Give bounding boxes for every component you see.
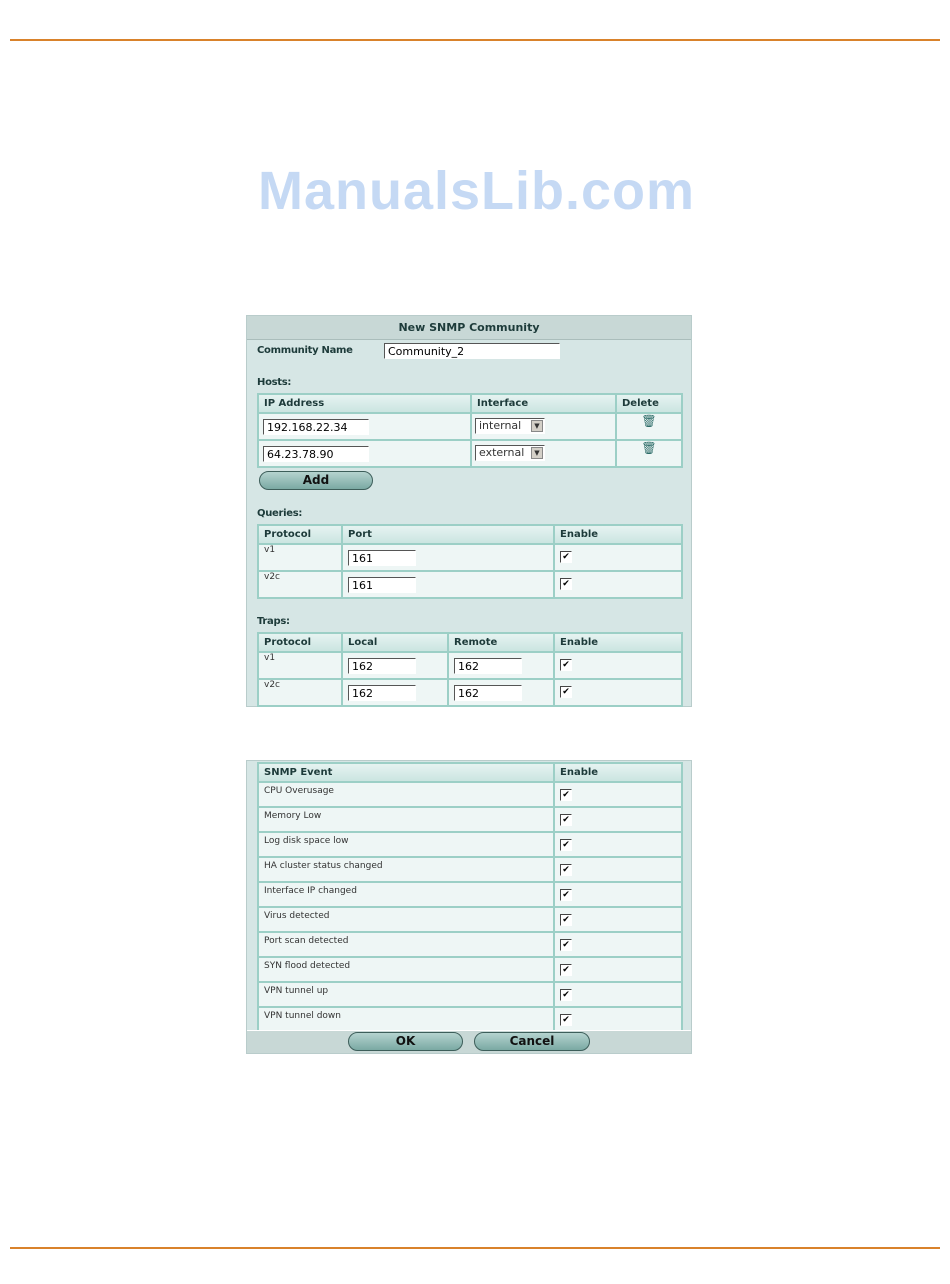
interface-select[interactable] [475,445,545,461]
col-enable: Enable [554,633,682,652]
snmp-events-panel [246,760,692,1054]
port-input[interactable] [348,550,416,566]
local-port-input[interactable] [348,685,416,701]
queries-table [257,524,683,599]
event-row [258,1007,682,1032]
event-row [258,907,682,932]
add-host-button[interactable]: Add [259,471,373,490]
cancel-button[interactable]: Cancel [474,1032,590,1051]
col-port: Port [342,525,554,544]
event-name: Port scan detected [258,932,554,957]
enable-checkbox[interactable]: ✔ [560,578,572,590]
interface-value: internal [479,419,522,432]
col-protocol: Protocol [258,525,342,544]
community-name-label: Community Name [257,345,353,356]
interface-select[interactable] [475,418,545,434]
queries-label: Queries: [257,508,303,519]
event-name: Interface IP changed [258,882,554,907]
col-remote: Remote [448,633,554,652]
enable-checkbox[interactable]: ✔ [560,659,572,671]
protocol: v1 [258,544,342,571]
hosts-label: Hosts: [257,377,292,388]
trap-row [258,679,682,706]
col-local: Local [342,633,448,652]
col-protocol: Protocol [258,633,342,652]
event-row [258,932,682,957]
event-name: HA cluster status changed [258,857,554,882]
local-port-input[interactable] [348,658,416,674]
col-interface: Interface [471,394,616,413]
top-rule [10,39,940,41]
query-row [258,544,682,571]
ok-button[interactable]: OK [348,1032,463,1051]
event-name: Virus detected [258,907,554,932]
col-snmp-event: SNMP Event [258,763,554,782]
event-row [258,882,682,907]
dialog-title: New SNMP Community [247,316,691,340]
host-row [258,413,682,440]
enable-checkbox[interactable]: ✔ [560,889,572,901]
event-row [258,832,682,857]
bottom-rule [10,1247,940,1249]
chevron-down-icon: ▼ [531,420,543,432]
interface-value: external [479,446,525,459]
host-ip-input[interactable] [263,419,369,435]
community-name-input[interactable] [384,343,560,359]
enable-checkbox[interactable]: ✔ [560,551,572,563]
host-ip-input[interactable] [263,446,369,462]
enable-checkbox[interactable]: ✔ [560,686,572,698]
query-row [258,571,682,598]
dialog-footer [247,1030,691,1053]
snmp-community-panel [246,315,692,707]
event-row [258,807,682,832]
events-table [257,762,683,1033]
event-name: Memory Low [258,807,554,832]
trash-icon[interactable]: 🗑 [641,441,657,455]
enable-checkbox[interactable]: ✔ [560,964,572,976]
enable-checkbox[interactable]: ✔ [560,1014,572,1026]
enable-checkbox[interactable]: ✔ [560,789,572,801]
port-input[interactable] [348,577,416,593]
enable-checkbox[interactable]: ✔ [560,939,572,951]
col-enable: Enable [554,525,682,544]
enable-checkbox[interactable]: ✔ [560,864,572,876]
trash-icon[interactable]: 🗑 [641,414,657,428]
hosts-table [257,393,683,468]
remote-port-input[interactable] [454,685,522,701]
protocol: v2c [258,571,342,598]
trap-row [258,652,682,679]
event-name: Log disk space low [258,832,554,857]
host-row [258,440,682,467]
event-name: SYN flood detected [258,957,554,982]
enable-checkbox[interactable]: ✔ [560,989,572,1001]
traps-label: Traps: [257,616,290,627]
traps-table [257,632,683,707]
col-delete: Delete [616,394,682,413]
watermark: ManualsLib.com [258,161,696,221]
event-row [258,957,682,982]
event-row [258,857,682,882]
col-ip-address: IP Address [258,394,471,413]
chevron-down-icon: ▼ [531,447,543,459]
enable-checkbox[interactable]: ✔ [560,839,572,851]
col-enable: Enable [554,763,682,782]
enable-checkbox[interactable]: ✔ [560,914,572,926]
protocol: v1 [258,652,342,679]
event-row [258,982,682,1007]
event-name: VPN tunnel up [258,982,554,1007]
protocol: v2c [258,679,342,706]
enable-checkbox[interactable]: ✔ [560,814,572,826]
event-row [258,782,682,807]
event-name: VPN tunnel down [258,1007,554,1032]
remote-port-input[interactable] [454,658,522,674]
event-name: CPU Overusage [258,782,554,807]
